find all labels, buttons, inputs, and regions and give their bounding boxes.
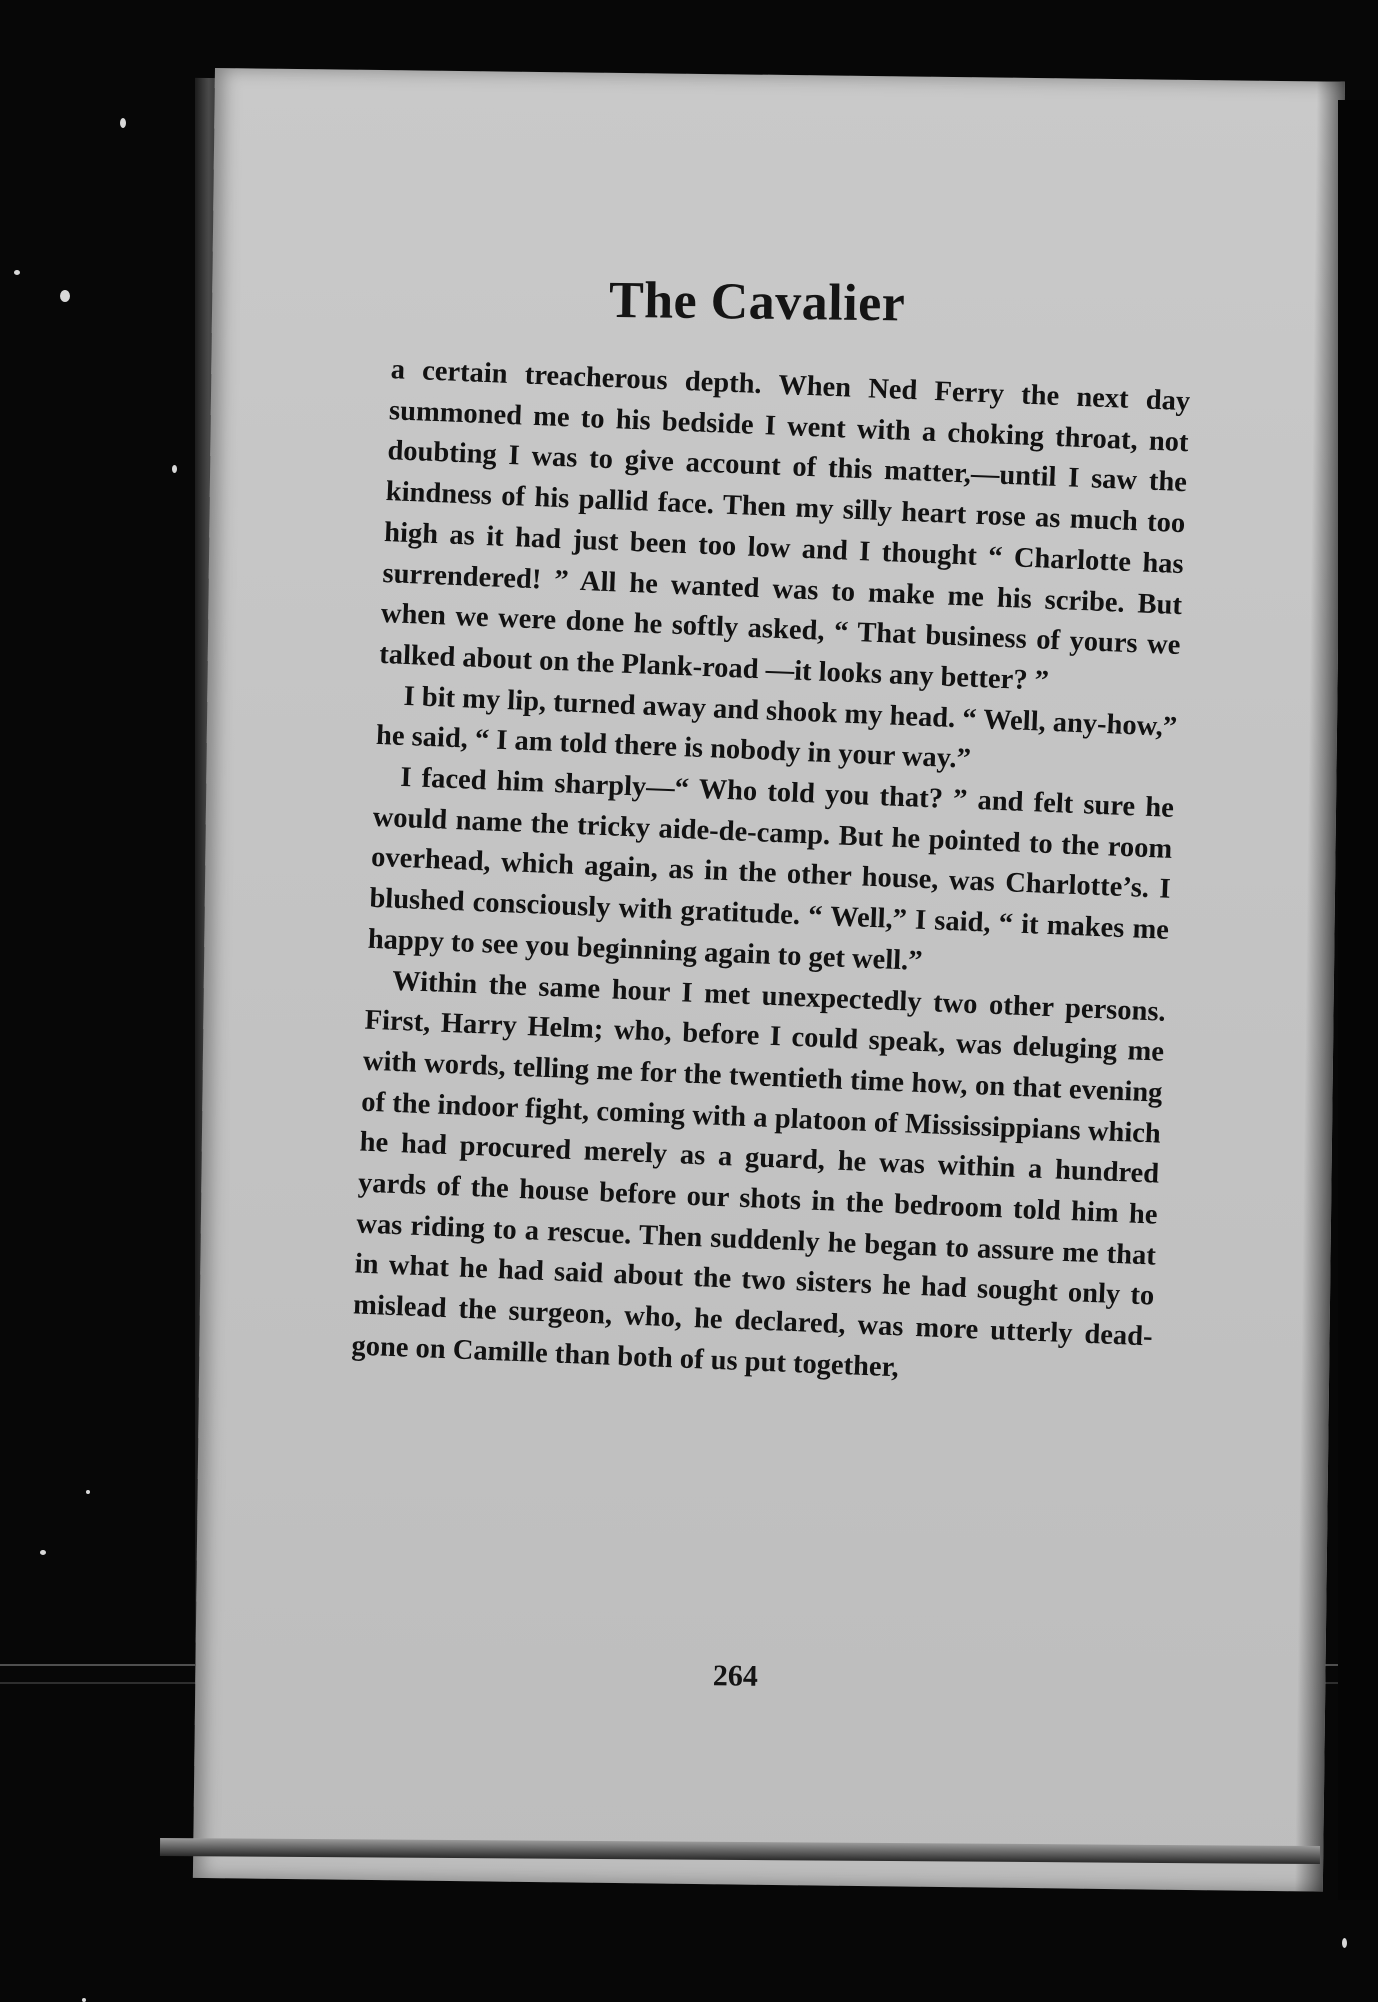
- book-page: [193, 68, 1345, 1892]
- body-text: [351, 350, 1191, 1399]
- paragraph-1: a certain treacherous depth. When Ned Ferry the next day summoned me to his bedside I went with a choking throat, not doubting I was to give account of this matter,—until I saw the kindness of his pallid face. Then my silly heart rose as much too high as it had just been too low and I thought “ Charlotte has surrendered! ” All he wanted was to make me his scribe. But when we were done he softly asked, “ That business of yours we talked about on the Plank-road —it looks any better? ”: [378, 354, 1191, 697]
- paragraph-4: Within the same hour I met unexpectedly two other persons. First, Harry Helm; who, before I could speak, was deluging me with words, telling me for the twentieth time how, on that evening of the indoor fight, coming with a platoon of Mississippians which he had procured merely as a guard, he was within a hundred yards of the house before our shots in the bedroom told him he was riding to a rescue. Then suddenly he began to assure me that in what he had said about the two sisters he had sought only to mislead the surgeon, who, he declared, was more utterly dead-gone on Camille than both of us put together,: [350, 965, 1167, 1384]
- paragraph-3: I faced him sharply—“ Who told you that? ” and felt sure he would name the tricky aide-de-camp. But he pointed to the room overhead, which again, as in the other house, was Charlotte’s. I blushed consciously with gratitude. “ Well,” I said, “ it makes me happy to see you beginning again to get well.”: [367, 761, 1175, 977]
- running-head: The Cavalier: [608, 271, 906, 333]
- paragraph-2: I bit my lip, turned away and shook my head. “ Well, any-how,” he said, “ I am told there is nobody in your way.”: [375, 680, 1178, 776]
- adjacent-page-shadow: [1338, 100, 1378, 1900]
- page-number: 264: [712, 1659, 759, 1693]
